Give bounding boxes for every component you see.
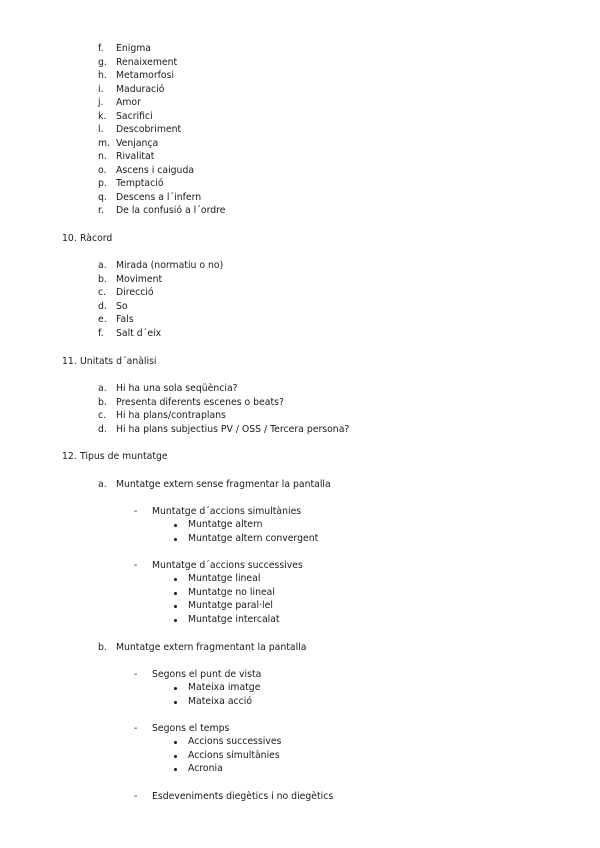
dash-marker: - <box>134 560 138 571</box>
list-marker: a. <box>98 260 107 271</box>
bullet-item: Muntatge altern <box>188 519 263 530</box>
list-item: Fals <box>116 314 134 325</box>
bullet-item: Mateixa imatge <box>188 682 261 693</box>
list-item: Rivalitat <box>116 151 155 162</box>
list-marker: g. <box>98 57 107 68</box>
list-item: Hi ha plans subjectius PV / OSS / Tercera persona? <box>116 424 350 435</box>
sub-item: Muntatge d´accions successives <box>152 560 303 571</box>
list-marker: q. <box>98 192 107 203</box>
list-item: Enigma <box>116 43 152 54</box>
list-item: Renaixement <box>116 57 178 68</box>
list-marker: p. <box>98 178 107 189</box>
list-item: Hi ha plans/contraplans <box>116 410 226 421</box>
list-marker: n. <box>98 151 107 162</box>
list-item: Sacrifici <box>116 111 153 122</box>
list-item: Temptació <box>116 178 164 189</box>
bullet-icon <box>174 687 177 690</box>
section-number: 12. <box>62 451 77 462</box>
list-marker: b. <box>98 642 107 653</box>
list-marker: f. <box>98 43 104 54</box>
list-marker: a. <box>98 479 107 490</box>
bullet-item: Acronia <box>188 763 223 774</box>
list-marker: i. <box>98 84 104 95</box>
list-marker: b. <box>98 274 107 285</box>
list-marker: l. <box>98 124 104 135</box>
list-marker: f. <box>98 328 104 339</box>
section-number: 10. <box>62 233 77 244</box>
dash-marker: - <box>134 506 138 517</box>
bullet-item: Accions successives <box>188 736 282 747</box>
bullet-icon <box>174 592 177 595</box>
section-title: Tipus de muntatge <box>80 451 168 462</box>
bullet-item: Muntatge no lineal <box>188 587 275 598</box>
list-marker: k. <box>98 111 107 122</box>
bullet-icon <box>174 768 177 771</box>
bullet-item: Mateixa acció <box>188 696 253 707</box>
list-marker: a. <box>98 383 107 394</box>
list-item: Moviment <box>116 274 163 285</box>
dash-marker: - <box>134 669 138 680</box>
bullet-icon <box>174 619 177 622</box>
bullet-item: Accions simultànies <box>188 750 280 761</box>
list-marker: o. <box>98 165 107 176</box>
list-item: Descens a l´infern <box>116 192 202 203</box>
list-marker: e. <box>98 314 107 325</box>
list-marker: r. <box>98 205 104 216</box>
list-marker: b. <box>98 397 107 408</box>
bullet-item: Muntatge intercalat <box>188 614 280 625</box>
list-item: Descobriment <box>116 124 182 135</box>
list-item: Metamorfosi <box>116 70 175 81</box>
bullet-icon <box>174 578 177 581</box>
list-marker: j. <box>98 97 104 108</box>
list-item: Direcció <box>116 287 154 298</box>
bullet-icon <box>174 755 177 758</box>
list-item: Maduració <box>116 84 165 95</box>
list-item: Muntatge extern fragmentant la pantalla <box>116 642 307 653</box>
section-number: 11. <box>62 356 77 367</box>
list-marker: d. <box>98 424 107 435</box>
section-title: Ràcord <box>80 233 113 244</box>
bullet-item: Muntatge paral·lel <box>188 600 273 611</box>
bullet-icon <box>174 538 177 541</box>
sub-item: Esdeveniments diegètics i no diegètics <box>152 791 334 802</box>
bullet-item: Muntatge altern convergent <box>188 533 319 544</box>
list-marker: m. <box>98 138 111 149</box>
bullet-icon <box>174 701 177 704</box>
list-item: Venjança <box>116 138 159 149</box>
dash-marker: - <box>134 723 138 734</box>
bullet-icon <box>174 524 177 527</box>
list-item: De la confusió a l´ordre <box>116 205 226 216</box>
bullet-icon <box>174 605 177 608</box>
dash-marker: - <box>134 791 138 802</box>
list-item: Presenta diferents escenes o beats? <box>116 397 284 408</box>
list-item: Hi ha una sola seqüència? <box>116 383 238 394</box>
list-marker: h. <box>98 70 107 81</box>
section-title: Unitats d´anàlisi <box>80 356 157 367</box>
list-item: Muntatge extern sense fragmentar la pantalla <box>116 479 331 490</box>
list-item: Ascens i caiguda <box>116 165 195 176</box>
list-marker: c. <box>98 410 107 421</box>
list-item: Amor <box>116 97 141 108</box>
sub-item: Muntatge d´accions simultànies <box>152 506 302 517</box>
sub-item: Segons el temps <box>152 723 230 734</box>
list-marker: c. <box>98 287 107 298</box>
list-item: Mirada (normatiu o no) <box>116 260 224 271</box>
list-item: Salt d´eix <box>116 328 162 339</box>
bullet-icon <box>174 741 177 744</box>
sub-item: Segons el punt de vista <box>152 669 262 680</box>
list-item: So <box>116 301 128 312</box>
list-marker: d. <box>98 301 107 312</box>
bullet-item: Muntatge lineal <box>188 573 261 584</box>
